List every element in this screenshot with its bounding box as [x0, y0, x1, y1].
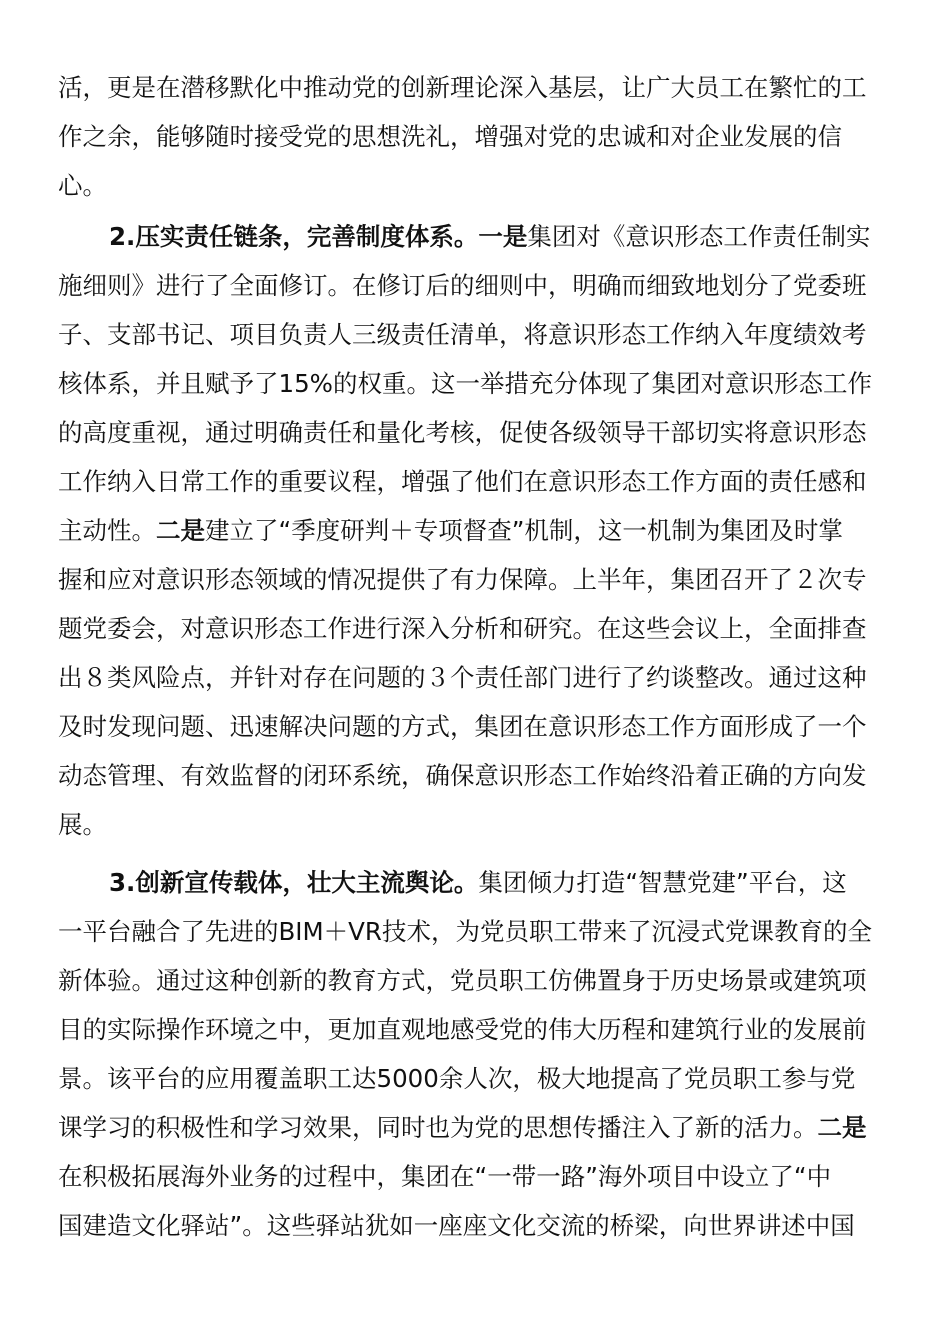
text-span: 集团倾力打造“智慧党建”平台，这 — [478, 868, 847, 897]
point-marker: 一是 — [478, 222, 528, 251]
text-line: 核体系，并且赋予了15%的权重。这一举措充分体现了集团对意识形态工作 — [58, 369, 872, 398]
paragraph-publicity-carrier — [58, 858, 892, 1250]
text-line: 活，更是在潜移默化中推动党的创新理论深入基层，让广大员工在繁忙的工 — [58, 73, 867, 102]
text-line: 作之余，能够随时接受党的思想洗礼，增强对党的忠诚和对企业发展的信 — [58, 122, 842, 151]
text-line: 及时发现问题、迅速解决问题的方式，集团在意识形态工作方面形成了一个 — [58, 712, 867, 741]
text-line: 心。 — [58, 171, 107, 200]
text-line: 子、支部书记、项目负责人三级责任清单，将意识形态工作纳入年度绩效考 — [58, 320, 867, 349]
paragraph-responsibility-chain — [58, 212, 892, 849]
text-span: 建立了“季度研判＋专项督查”机制，这一机制为集团及时掌 — [205, 516, 843, 545]
paragraph-continuation — [58, 63, 892, 210]
section-heading: 3.创新宣传载体，壮大主流舆论。 — [109, 868, 479, 897]
text-span: 集团对《意识形态工作责任制实 — [527, 222, 871, 251]
text-line: 一平台融合了先进的BIM＋VR技术，为党员职工带来了沉浸式党课教育的全 — [58, 917, 872, 946]
text-line — [58, 1103, 892, 1152]
text-line: 在积极拓展海外业务的过程中，集团在“一带一路”海外项目中设立了“中 — [58, 1162, 832, 1191]
text-line: 的高度重视，通过明确责任和量化考核，促使各级领导干部切实将意识形态 — [58, 418, 867, 447]
text-line: 出８类风险点，并针对存在问题的３个责任部门进行了约谈整改。通过这种 — [58, 663, 867, 692]
text-line: 握和应对意识形态领域的情况提供了有力保障。上半年，集团召开了２次专 — [58, 565, 867, 594]
text-span: 主动性。 — [58, 516, 156, 545]
text-span: 课学习的积极性和学习效果，同时也为党的思想传播注入了新的活力。 — [58, 1113, 818, 1142]
text-line: 景。该平台的应用覆盖职工达5000余人次，极大地提高了党员职工参与党 — [58, 1064, 856, 1093]
point-marker: 二是 — [156, 516, 205, 545]
text-line: 国建造文化驿站”。这些驿站犹如一座座文化交流的桥梁，向世界讲述中国 — [58, 1211, 855, 1240]
text-line — [58, 212, 892, 261]
text-line: 新体验。通过这种创新的教育方式，党员职工仿佛置身于历史场景或建筑项 — [58, 966, 867, 995]
text-line: 目的实际操作环境之中，更加直观地感受党的伟大历程和建筑行业的发展前 — [58, 1015, 867, 1044]
text-line: 题党委会，对意识形态工作进行深入分析和研究。在这些会议上，全面排查 — [58, 614, 867, 643]
text-line: 工作纳入日常工作的重要议程，增强了他们在意识形态工作方面的责任感和 — [58, 467, 867, 496]
text-line — [58, 858, 892, 907]
text-line: 施细则》进行了全面修订。在修订后的细则中，明确而细致地划分了党委班 — [58, 271, 867, 300]
text-line — [58, 506, 892, 555]
section-heading: 2.压实责任链条，完善制度体系。 — [109, 222, 479, 251]
text-line: 动态管理、有效监督的闭环系统，确保意识形态工作始终沿着正确的方向发 — [58, 761, 867, 790]
text-line: 展。 — [58, 810, 107, 839]
point-marker: 二是 — [817, 1113, 867, 1142]
